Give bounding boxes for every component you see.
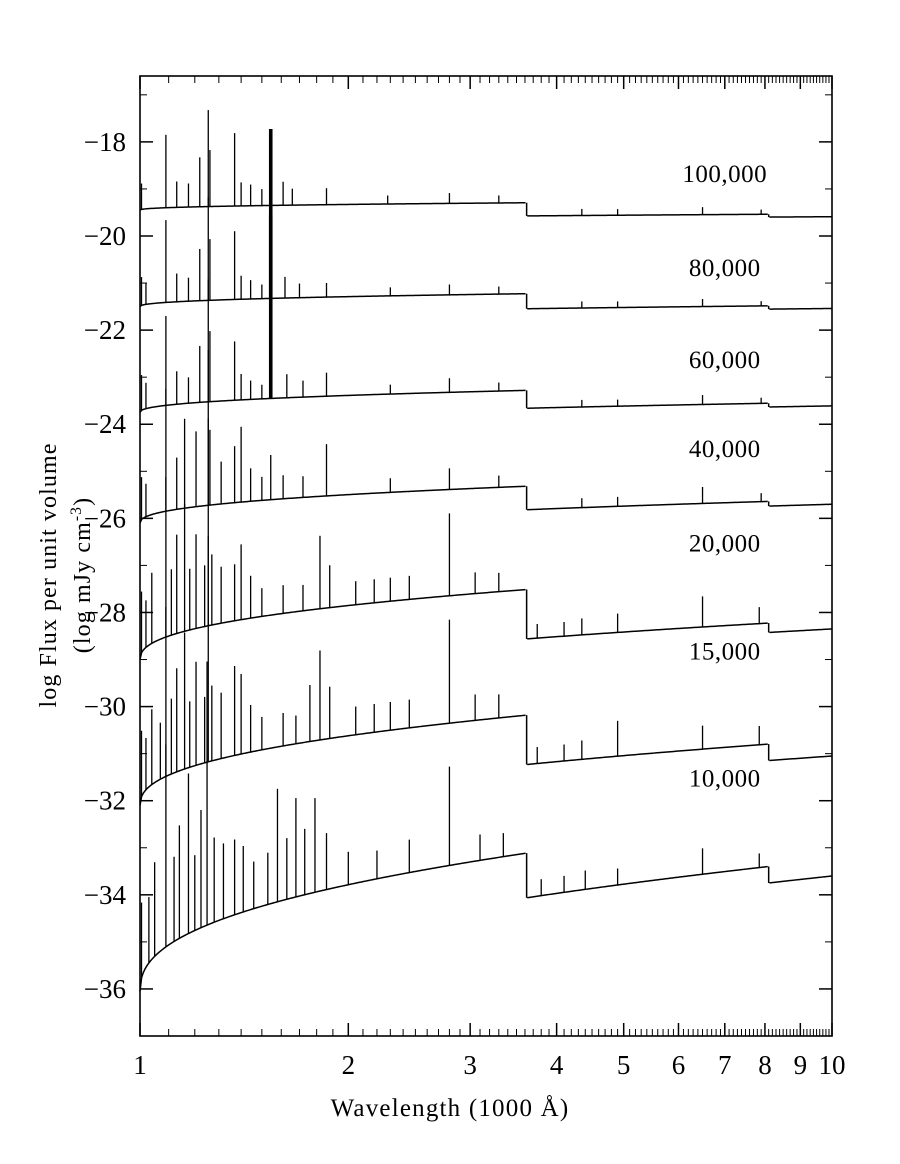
continuum-segment [140,294,526,307]
series-label: 10,000 [688,765,761,793]
y-axis-label-line2-end: ) [70,496,96,506]
y-tick-label: −28 [83,597,126,628]
continuum-segment [769,876,832,883]
x-axis-label: Wavelength (1000 Å) [330,1095,570,1122]
y-tick-label: −20 [83,221,126,251]
x-tick-label: 8 [758,1050,772,1080]
continuum-segment [527,214,768,216]
y-tick-label: −18 [83,126,126,157]
series-label: 80,000 [688,255,761,282]
spectrum-10000 [140,662,832,992]
x-tick-label: 5 [616,1050,631,1080]
continuum-segment [769,504,832,506]
x-tick-label: 4 [549,1050,564,1080]
y-tick-label: −30 [83,691,126,722]
continuum-segment [527,623,768,639]
y-axis-label-line2 [63,175,97,975]
continuum-segment [140,390,526,412]
continuum-segment [527,306,768,309]
continuum-segment [140,203,526,210]
y-tick-label: −34 [83,879,126,910]
x-tick-label: 7 [718,1050,732,1080]
x-tick-label: 3 [463,1050,477,1080]
y-tick-label: −36 [83,973,126,1004]
x-tick-label: 6 [671,1050,686,1080]
continuum-segment [769,308,832,309]
series-label: 15,000 [688,638,761,666]
y-axis-label-exponent: -3 [68,505,85,522]
x-tick-label: 9 [793,1050,808,1080]
continuum-segment [769,629,832,632]
spectrum-80000 [140,129,832,309]
spectrum-60000 [140,215,832,413]
x-tick-label: 1 [133,1050,147,1080]
y-tick-label: −24 [83,409,126,440]
y-axis-label-line1: log Flux per unit volume [36,442,62,708]
spectrum-40000 [140,350,832,523]
y-axis-label [35,175,105,975]
continuum-segment [140,590,526,660]
x-tick-label: 10 [818,1050,846,1080]
continuum-segment [140,715,526,805]
continuum-segment [527,867,768,898]
series-label: 100,000 [682,160,768,188]
x-tick-label: 2 [341,1050,356,1080]
series-label: 60,000 [688,346,761,374]
continuum-segment [527,403,768,408]
spectrum-100000 [140,110,832,217]
series-label: 20,000 [688,530,761,558]
series-label: 40,000 [688,436,761,464]
continuum-segment [140,853,526,991]
y-tick-label: −22 [83,315,126,346]
continuum-segment [769,756,832,761]
y-tick-label: −32 [83,785,126,816]
continuum-segment [527,744,768,764]
continuum-segment [527,501,768,509]
y-axis-label-line2-text: (log mJy cm [70,521,96,654]
continuum-segment [140,486,526,523]
continuum-segment [769,406,832,407]
y-tick-label: −26 [83,503,126,534]
